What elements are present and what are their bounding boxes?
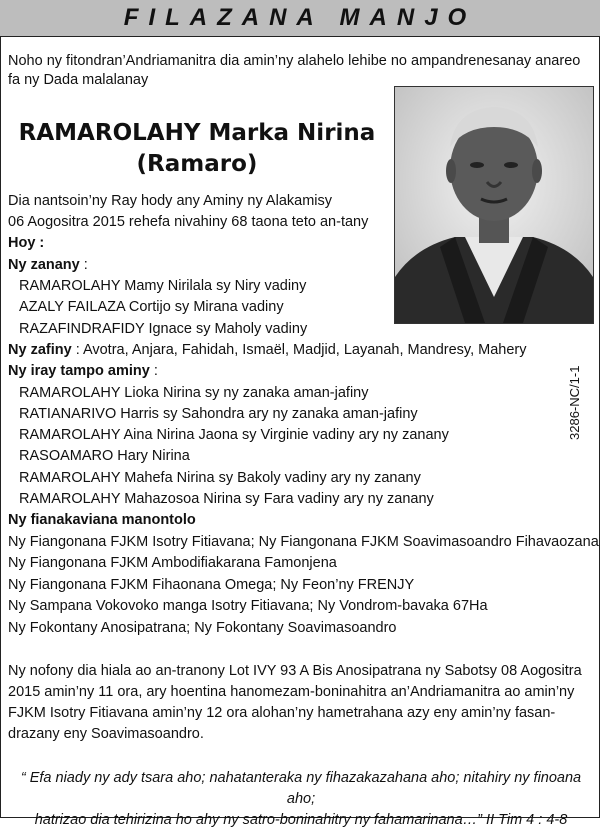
quote-line-1: “ Efa niady ny ady tsara aho; nahatanteraka ny fihazakazahana aho; nitahiry ny finoana aho; (20, 770, 582, 807)
fianakaviana-label: Ny fianakaviana manontolo (8, 512, 196, 528)
zafiny-line (8, 341, 527, 360)
organization-line: Ny Sampana Vokovoko manga Isotry Fitiavana; Ny Vondrom-bavaka 67Ha (8, 598, 488, 614)
notice-title: FILAZANA MANJO (123, 4, 477, 31)
iray-tampo-colon: : (149, 363, 158, 379)
death-line-1: Dia nantsoin’ny Ray hody any Aminy ny Alakamisy (8, 193, 332, 209)
list-item: RAMAROLAHY Lioka Nirina sy ny zanaka aman-jafiny (19, 385, 369, 401)
intro-text: Noho ny fitondran’Andriamanitra dia amin’ny alahelo lehibe no ampandrenesanay anareo fa ny Dada malalanay (8, 53, 581, 88)
reference-code: 3286-NC/1-1 (567, 365, 582, 440)
zanany-colon: : (79, 257, 88, 273)
organization-line: Ny Fiangonana FJKM Isotry Fitiavana; Ny Fiangonana FJKM Soavimasoandro Fihavaozana (8, 534, 599, 550)
zafiny-label: Ny zafiny (8, 342, 72, 358)
portrait-image (395, 87, 593, 323)
portrait-photo (394, 86, 594, 324)
zanany-label: Ny zanany (8, 257, 80, 273)
quote-line-2: hatrizao dia tehirizina ho ahy ny satro-boninahitry ny fahamarinana…” II Tim 4 : 4-8 (34, 812, 568, 828)
deceased-nickname: (Ramaro) (136, 151, 258, 177)
organization-line: Ny Fiangonana FJKM Fihaonana Omega; Ny Feon’ny FRENJY (8, 577, 415, 593)
hoy-label: Hoy : (8, 235, 45, 251)
deceased-name-block (8, 118, 386, 180)
zanany-heading (8, 256, 88, 275)
organization-line: Ny Fokontany Anosipatrana; Ny Fokontany Soavimasoandro (8, 620, 397, 636)
iray-tampo-heading (8, 362, 158, 381)
deceased-name: RAMAROLAHY Marka Nirina (18, 120, 376, 146)
organization-line: Ny Fiangonana FJKM Ambodifiakarana Famonjena (8, 555, 337, 571)
list-item: AZALY FAILAZA Cortijo sy Mirana vadiny (19, 299, 284, 315)
list-item: RAMAROLAHY Aina Nirina Jaona sy Virginie vadiny ary ny zanany (19, 427, 449, 443)
death-line-2: 06 Aogositra 2015 rehefa nivahiny 68 taona teto an-tany (8, 214, 369, 230)
bible-quote (8, 768, 594, 831)
list-item: RAMAROLAHY Mahazosoa Nirina sy Fara vadiny ary ny zanany (19, 491, 434, 507)
notice-header (0, 0, 600, 37)
iray-tampo-label: Ny iray tampo aminy (8, 363, 150, 379)
list-item: RASOAMARO Hary Nirina (19, 448, 190, 464)
list-item: RAMAROLAHY Mamy Nirilala sy Niry vadiny (19, 278, 307, 294)
list-item: RATIANARIVO Harris sy Sahondra ary ny zanaka aman-jafiny (19, 406, 418, 422)
list-item: RAZAFINDRAFIDY Ignace sy Maholy vadiny (19, 321, 308, 337)
funeral-details: Ny nofony dia hiala ao an-tranony Lot IVY 93 A Bis Anosipatrana ny Sabotsy 08 Aogositra 2015 amin’ny 11 ora, ary hoentina hanomezam-boninahitra an’Andriamanitra ao amin’ny FJKM Isotry Fitiavana amin’ny 12 ora alohan’ny hametrahana azy eny amin’ny fasan-drazany eny Soavimasoandro. (8, 663, 582, 742)
list-item: RAMAROLAHY Mahefa Nirina sy Bakoly vadiny ary ny zanany (19, 470, 421, 486)
zafiny-text: : Avotra, Anjara, Fahidah, Ismaël, Madjid, Layanah, Mandresy, Mahery (71, 342, 527, 358)
